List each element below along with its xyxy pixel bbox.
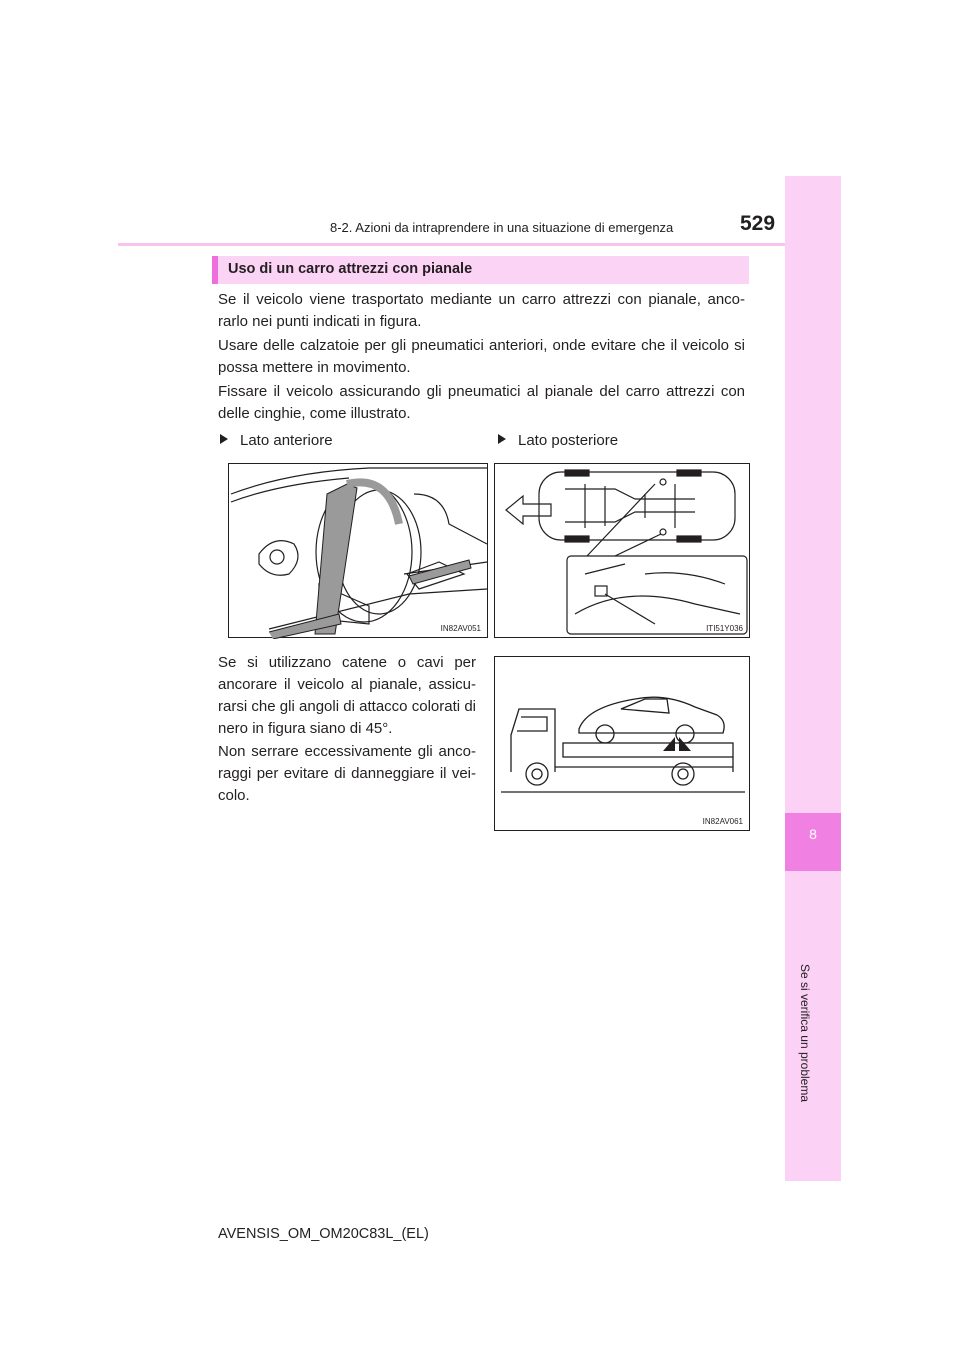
flatbed-truck-illustration [495,657,751,832]
header-rule [118,243,841,246]
side-tab [785,176,841,1181]
label-rear: Lato posteriore [498,432,618,449]
chapter-number: 8 [809,826,817,842]
paragraph-chain-angle: Se si utilizzano catene o cavi per ancorare il veicolo al pianale, assicu-rarsi che gli angoli di attacco colorati di nero in figura siano di 45°. [218,654,476,737]
bullet-triangle-icon [498,434,506,444]
footer-code: AVENSIS_OM_OM20C83L_(EL) [218,1226,429,1242]
bullet-triangle-icon [220,434,228,444]
page-number: 529 [740,212,776,235]
figure-front-tire [228,463,488,638]
paragraph-wheel-chocks: Usare delle calzatoie per gli pneumatici anteriori, onde evitare che il veicolo si possa mettere in movimento. [218,337,745,376]
figure-flatbed-truck [494,656,750,831]
paragraph-tie-down: Fissare il veicolo assicurando gli pneumatici al pianale del carro attrezzi con delle cinghie, come illustrato. [218,383,745,422]
rear-underbody-illustration [495,464,751,639]
paragraph-do-not-overtighten: Non serrare eccessivamente gli anco-raggi per evitare di danneggiare il vei-colo. [218,743,476,804]
figure-rear-underbody [494,463,750,638]
chapter-marker [785,813,841,871]
figure-code: ITI51Y036 [706,624,743,633]
figure-code: IN82AV061 [702,817,743,826]
front-tire-illustration [229,464,489,639]
paragraph-anchor-points: Se il veicolo viene trasportato mediante un carro attrezzi con pianale, anco-rarlo nei punti indicati in figura. [218,291,745,330]
header-section: 8-2. Azioni da intraprendere in una situazione di emergenza [330,220,674,235]
section-title-text: Uso di un carro attrezzi con pianale [228,261,473,277]
label-front: Lato anteriore [220,432,333,449]
chapter-title: Se si verifica un problema [798,963,812,1103]
section-title [212,256,749,284]
figure-code: IN82AV051 [440,624,481,633]
